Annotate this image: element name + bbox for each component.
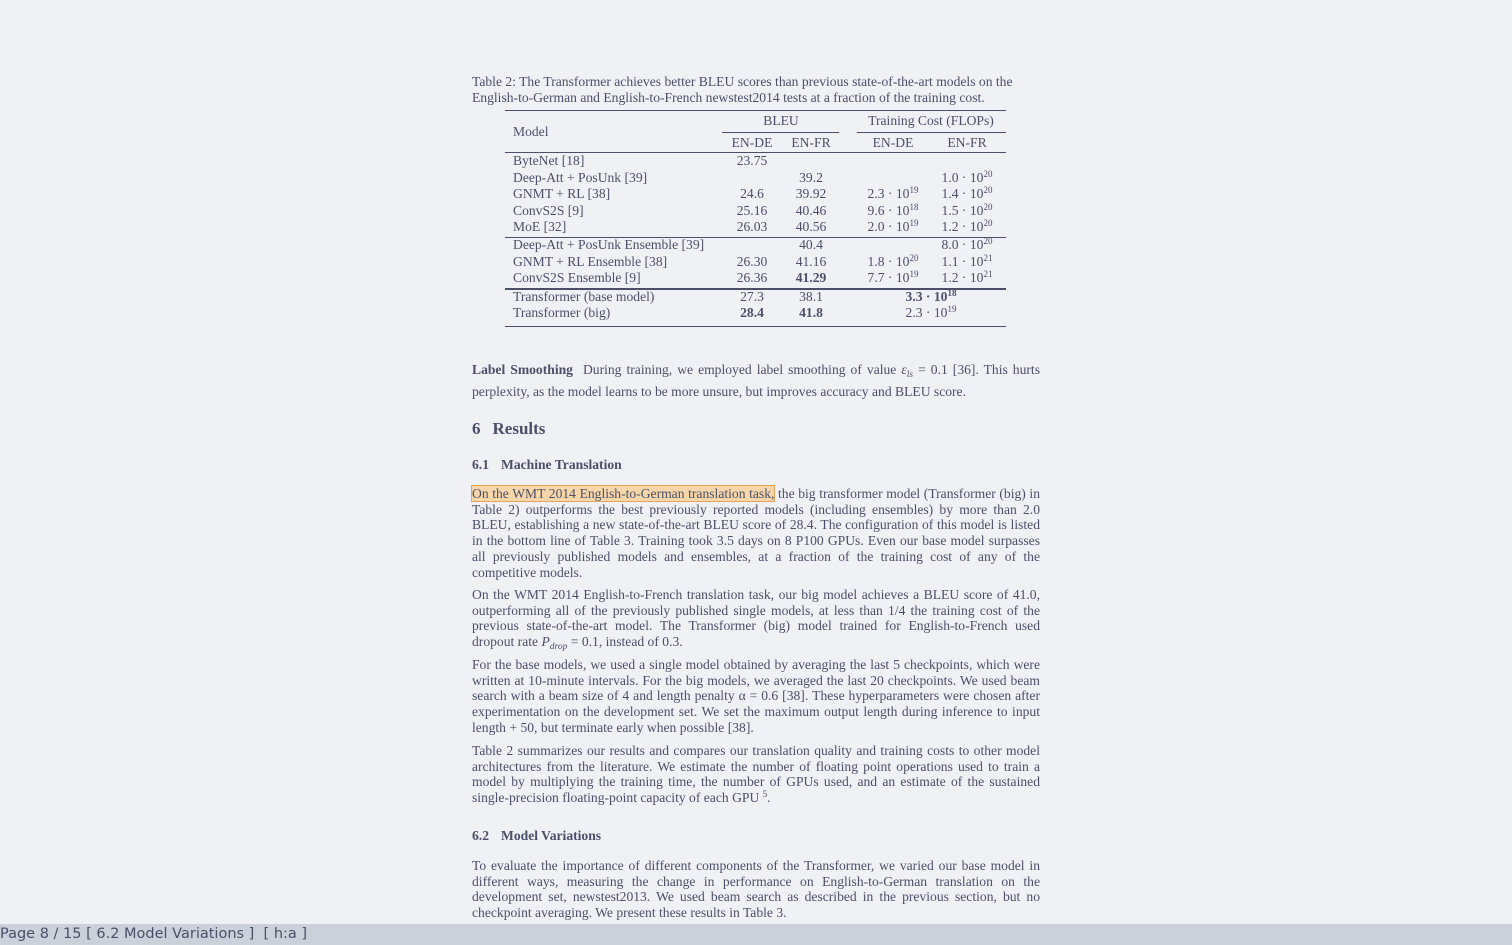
cell-bleu-en-fr: 41.16 [795,253,827,269]
cell-cost-en-fr: $8.0 \cdot 10^{20}$ [941,236,993,252]
cell-bleu-en-de: 25.16 [736,202,768,218]
label-smoothing-paragraph: Label Smoothing During training, we employed label smoothing of value $\varepsilon_{ls} = 0.1$ [36]. This hurts perplexity, as the model learns to be more unsure, but improves accuracy and BLEU score. [472,362,1040,399]
row-model-name: GNMT + RL Ensemble [38] [513,253,668,269]
cell-bleu-en-de: 26.03 [736,219,768,235]
cell-bleu-en-fr: 40.46 [795,202,827,218]
row-model-name: ByteNet [18] [513,153,585,168]
cell-bleu-en-fr: 39.2 [799,169,823,185]
cell-bleu-en-de: 28.4 [740,305,764,321]
row-model-name: Deep-Att + PosUnk [39] [513,169,648,185]
cell-cost-en-fr: $1.0 \cdot 10^{20}$ [941,168,993,185]
cell-bleu-en-de: 24.6 [740,186,764,202]
bleu-group-rule [722,132,839,133]
section-heading-results: 6 Results [472,419,546,438]
cost-group-rule [857,132,1006,133]
cell-cost-en-fr: $1.4 \cdot 10^{20}$ [941,185,993,202]
cell-bleu-en-fr: 40.56 [795,219,827,235]
subheader-cost-en-fr: EN-FR [947,135,987,150]
subheader-bleu-en-de: EN-DE [731,135,773,150]
subheader-bleu-en-fr: EN-FR [791,135,831,150]
header-model: Model [513,124,549,139]
paragraph-base-models: For the base models, we used a single model obtained by averaging the last 5 checkpoints, which were written at 10-minute intervals. For the big models, we averaged the last 20 checkpoints. We used beam search with a beam size of 4 and length penalty α = 0.6 [38]. These hyperparameters were chosen after experimentation on the development set. We set the maximum output length during inference to input length + 50, but terminate early when possible [38]. [472,657,1040,735]
table-caption: Table 2: The Transformer achieves better BLEU scores than previous state-of-the-art models on the English-to-German and English-to-French newstest2014 tests at a fraction of the training cost. [472,74,1013,105]
cell-cost-en-de: $2.0 \cdot 10^{19}$ [867,218,919,235]
cell-training-cost: $3.3 \cdot 10^{18}$ [905,287,957,304]
header-training-cost: Training Cost (FLOPs) [868,113,994,128]
row-model-name: Transformer (big) [513,305,611,321]
cell-cost-en-fr: $1.5 \cdot 10^{20}$ [941,201,993,218]
row-model-name: MoE [32] [513,219,567,235]
table-bottom-rule [505,326,1006,327]
paragraph-en-fr: On the WMT 2014 English-to-French translation task, our big model achieves a BLEU score of 41.0, outperforming all of the previously published single models, at less than 1/4 the training cost of the previous state-of-the-art model. The Transformer (big) model trained for English-to-French used dropout rate $P_{drop} = 0.1$, instead of 0.3. [472,587,1040,653]
subsection-heading-model-variations: 6.2 Model Variations [472,828,602,843]
cell-bleu-en-fr: 39.92 [795,186,827,202]
subsection-heading-machine-translation: 6.1 Machine Translation [472,457,622,472]
highlighted-text[interactable]: On the WMT 2014 English-to-German translation task, [472,486,775,501]
cell-bleu-en-de: 26.36 [736,270,768,286]
cell-bleu-en-de: 26.30 [736,253,768,269]
cell-bleu-en-de: 27.3 [740,288,764,304]
paragraph-model-variations: To evaluate the importance of different components of the Transformer, we varied our base model in different ways, measuring the change in performance on English-to-German translation on the development set, newstest2013. We used beam search as described in the previous section, but no checkpoint averaging. We present these results in Table 3. [472,858,1040,921]
row-model-name: Deep-Att + PosUnk Ensemble [39] [513,237,705,252]
status-bar: Page 8 / 15 [ 6.2 Model Variations ] [ h:a ] [0,924,1512,945]
cell-training-cost: $2.3 \cdot 10^{19}$ [905,304,957,321]
table-top-rule [505,110,1006,111]
cell-bleu-en-de: 23.75 [736,153,768,168]
cell-cost-en-de: $2.3 \cdot 10^{19}$ [867,185,919,202]
header-bleu: BLEU [763,113,799,128]
cell-cost-en-fr: $1.2 \cdot 10^{20}$ [941,218,993,235]
subheader-cost-en-de: EN-DE [872,135,914,150]
row-model-name: GNMT + RL [38] [513,186,611,202]
cell-cost-en-de: $7.7 \cdot 10^{19}$ [867,269,919,286]
cell-cost-en-de: $1.8 \cdot 10^{20}$ [867,252,919,269]
label-smoothing-heading: Label Smoothing [472,362,573,377]
document-page [472,74,1040,921]
cell-cost-en-fr: $1.2 \cdot 10^{21}$ [941,269,993,286]
row-model-name: ConvS2S Ensemble [9] [513,270,641,286]
paragraph-en-de: On the WMT 2014 English-to-German translation task, the big transformer model (Transformer (big) in Table 2) outperforms the best previously reported models (including ensembles) by more than 2.0 BLEU, establishing a new state-of-the-art BLEU score of 28.4. The configuration of this model is listed in the bottom line of Table 3. Training took 3.5 days on 8 P100 GPUs. Even our base model surpasses all previously published models and ensembles, at a fraction of the training cost of any of the competitive models. [472,486,1040,580]
cell-bleu-en-fr: 41.8 [799,305,823,321]
row-model-name: Transformer (base model) [513,288,655,304]
footnote-marker[interactable]: 5 [762,789,768,800]
cell-cost-en-fr: $1.1 \cdot 10^{21}$ [941,252,993,269]
row-model-name: ConvS2S [9] [513,202,584,218]
cell-cost-en-de: $9.6 \cdot 10^{18}$ [867,201,919,218]
paragraph-table-summary: Table 2 summarizes our results and compares our translation quality and training costs to other model architectures from the literature. We estimate the number of floating point operations used to train a model by multiplying the training time, the number of GPUs used, and an estimate of the sustained single-precision floating-point capacity of each GPU $^5$. [472,743,1040,806]
cell-bleu-en-fr: 40.4 [799,237,823,252]
cell-bleu-en-fr: 41.29 [795,270,827,286]
cell-bleu-en-fr: 38.1 [799,288,823,304]
